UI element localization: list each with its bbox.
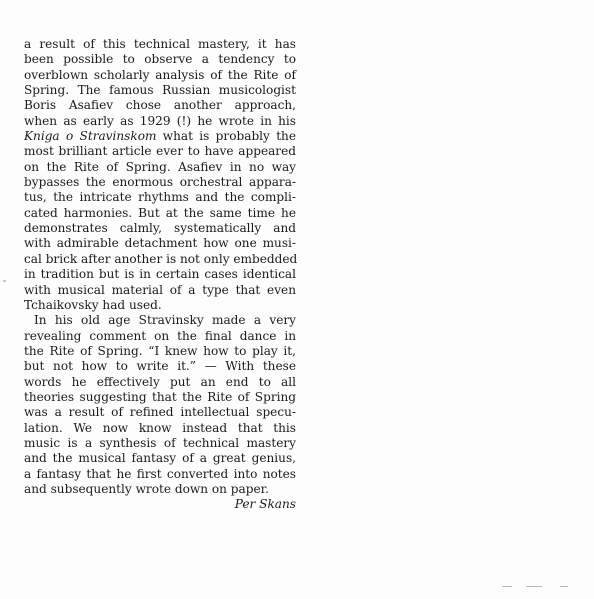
text-line: on the Rite of Spring. Asafiev in no way <box>24 159 296 174</box>
text-line: lation. We now know instead that this <box>24 420 296 435</box>
text-line: music is a synthesis of technical mastery <box>24 435 296 450</box>
text-line: Tchaikovsky had used. <box>24 297 162 312</box>
author-signature: Per Skans <box>234 497 296 512</box>
text-line: tus, the intricate rhythms and the compli- <box>24 190 296 205</box>
paragraph-1 <box>24 37 296 313</box>
text-line: Spring. The famous Russian musicologist <box>24 83 296 98</box>
text-fragment: what is probably the <box>156 129 296 144</box>
book-title: Kniga o Stravinskom <box>24 129 157 144</box>
text-line: most brilliant article ever to have appeared <box>24 144 296 159</box>
text-line: been possible to observe a tendency to <box>24 52 296 67</box>
text-line: but not how to write it.” — With these <box>24 359 296 374</box>
text-line: cated harmonies. But at the same time he <box>24 205 296 220</box>
text-line: with musical material of a type that even <box>24 282 296 297</box>
text-line: when as early as 1929 (!) he wrote in his <box>24 113 296 128</box>
article-text-column <box>24 37 296 513</box>
text-line: theories suggesting that the Rite of Spring <box>24 389 296 404</box>
text-line: a fantasy that he first converted into notes <box>24 466 296 481</box>
text-line: In his old age Stravinsky made a very <box>34 313 296 328</box>
scan-speck <box>526 586 542 587</box>
text-line: with admirable detachment how one musi- <box>24 236 296 251</box>
text-line: cal brick after another is not only embedded <box>24 251 298 266</box>
text-line: revealing comment on the final dance in <box>24 328 296 343</box>
scan-speck <box>502 586 512 587</box>
scan-speck <box>560 586 568 587</box>
paragraph-2 <box>24 313 296 497</box>
text-line: overblown scholarly analysis of the Rite of <box>24 67 296 82</box>
text-line: in tradition but is in certain cases identical <box>24 267 296 282</box>
text-line: the Rite of Spring. “I knew how to play it, <box>24 343 296 358</box>
text-line <box>24 129 296 144</box>
scan-mark <box>3 280 6 282</box>
text-line: Boris Asafiev chose another approach, <box>24 98 296 113</box>
text-line: demonstrates calmly, systematically and <box>24 221 296 236</box>
text-line: bypasses the enormous orchestral appara- <box>24 175 296 190</box>
text-line: was a result of refined intellectual specu- <box>24 405 296 420</box>
text-line: and the musical fantasy of a great genius, <box>24 451 296 466</box>
text-line: a result of this technical mastery, it has <box>24 37 296 51</box>
text-line: words he effectively put an end to all <box>24 374 296 389</box>
text-line: and subsequently wrote down on paper. <box>24 481 269 496</box>
